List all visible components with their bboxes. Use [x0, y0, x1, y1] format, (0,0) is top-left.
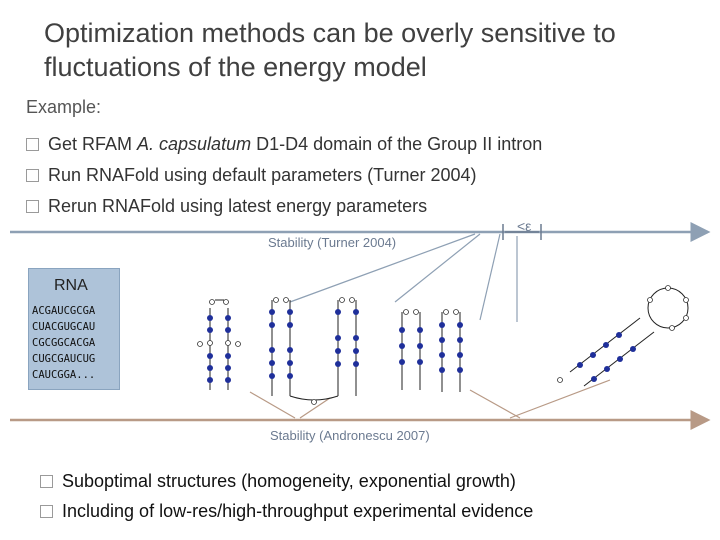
- stability-turner-label: Stability (Turner 2004): [268, 235, 397, 250]
- example-label: Example:: [26, 97, 102, 117]
- slide-title: Optimization methods can be overly sensitive to fluctuations of the energy model: [44, 18, 616, 82]
- example-item: Get RFAM A. capsulatum D1-D4 domain of the Group II intron: [26, 129, 542, 160]
- rna-structure-1: [198, 300, 241, 391]
- rna-structure-2: [269, 298, 359, 405]
- rna-structure-3: [399, 310, 463, 393]
- example-item: Rerun RNAFold using latest energy parameters: [26, 191, 542, 222]
- conclusion-item: Suboptimal structures (homogeneity, exponential growth): [40, 466, 533, 496]
- conclusion-list: [40, 466, 533, 526]
- checkbox-icon: [40, 505, 53, 518]
- checkbox-icon: [40, 475, 53, 488]
- conclusion-item: Including of low-res/high-throughput experimental evidence: [40, 496, 533, 526]
- rna-label: RNA: [54, 277, 88, 294]
- rna-structure-4: [558, 286, 689, 387]
- epsilon-label: <ε: [517, 218, 532, 234]
- stability-andronescu-label: Stability (Andronescu 2007): [270, 428, 430, 443]
- rna-sequence: ACGAUCGCGA CUACGUGCAU CGCGGCACGA CUGCGAUCUG CAUCGGA...: [32, 305, 96, 381]
- rna-sequence-box: [28, 268, 120, 390]
- example-item: Run RNAFold using default parameters (Turner 2004): [26, 160, 542, 191]
